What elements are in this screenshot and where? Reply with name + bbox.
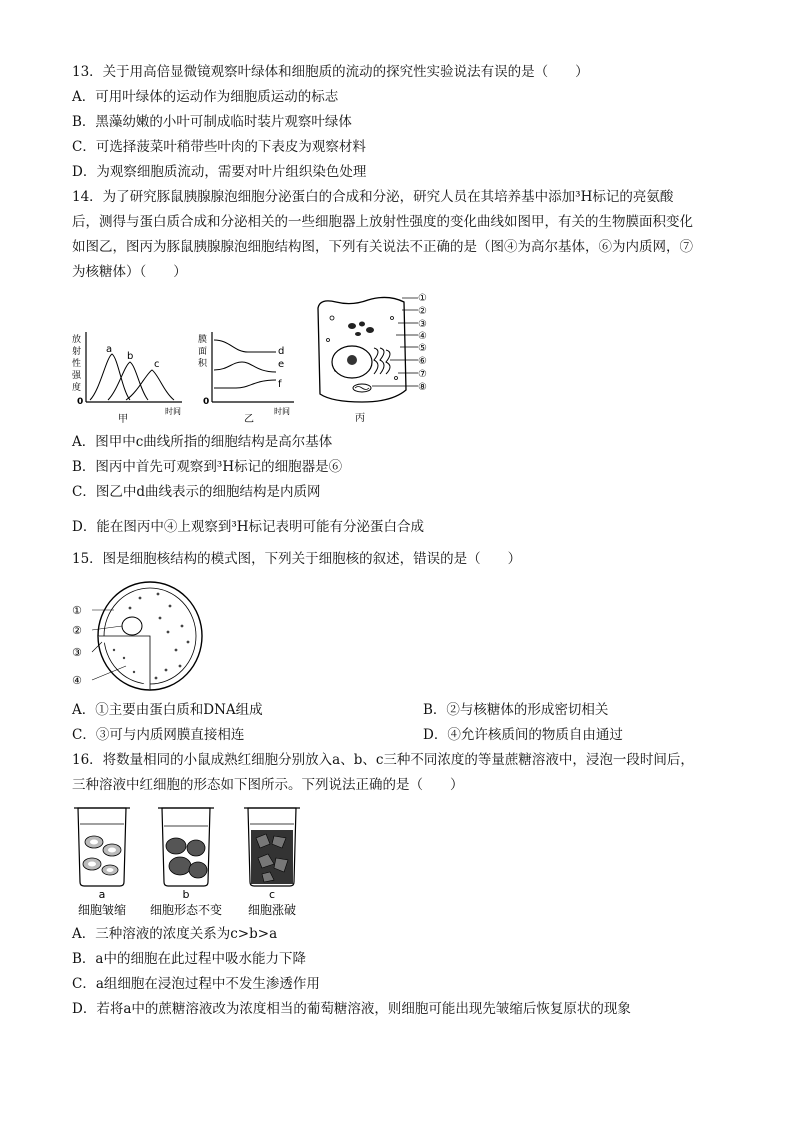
bing-label-8: ⑧ — [418, 382, 427, 393]
q15-option-c: C．③可与内质网膜直接相连 — [72, 727, 245, 743]
svg-text:性: 性 — [72, 359, 82, 369]
q15-option-b: B．②与核糖体的形成密切相关 — [423, 702, 609, 718]
q13-option-a: A．可用叶绿体的运动作为细胞质运动的标志 — [72, 89, 339, 105]
curve-c-label: c — [154, 359, 160, 370]
q14-stem-line-1: 14．为了研究豚鼠胰腺腺泡细胞分泌蛋白的合成和分泌，研究人员在其培养基中添加³H标记的亮氨酸 — [72, 189, 674, 205]
q14-figure-bing — [312, 290, 438, 425]
q16-beakers-figure — [70, 804, 320, 920]
q15-nucleus-figure — [70, 578, 205, 696]
beaker-a — [74, 808, 130, 886]
bing-label-3: ③ — [418, 319, 427, 330]
q14-option-d: D．能在图丙中④上观察到³H标记表明可能有分泌蛋白合成 — [72, 519, 425, 535]
beaker-a-letter: a — [98, 888, 106, 901]
bing-label-1: ① — [418, 293, 427, 304]
curve-b-label: b — [127, 351, 134, 362]
nucleus-label-2: ② — [72, 624, 82, 637]
yi-xlabel: 时间 — [274, 407, 290, 416]
bing-label-5: ⑤ — [418, 343, 427, 354]
jia-caption: 甲 — [118, 414, 128, 425]
yi-caption: 乙 — [244, 414, 254, 425]
q13-option-b: B．黑藻幼嫩的小叶可制成临时装片观察叶绿体 — [72, 114, 352, 130]
svg-text:面: 面 — [198, 347, 208, 357]
curve-e-label: e — [278, 359, 285, 370]
q13-option-d: D．为观察细胞质流动，需要对叶片组织染色处理 — [72, 164, 367, 180]
beaker-a-caption: 细胞皱缩 — [77, 903, 127, 917]
svg-text:膜: 膜 — [198, 335, 208, 345]
bing-label-2: ② — [418, 306, 427, 317]
svg-text:积: 积 — [198, 359, 208, 369]
q14-stem-line-3: 如图乙，图丙为豚鼠胰腺腺泡细胞结构图，下列有关说法不正确的是（图④为高尔基体，⑥为内质网，⑦ — [72, 239, 693, 255]
q14-stem-line-4: 为核糖体）（ ） — [72, 264, 187, 280]
beaker-b-letter: b — [182, 888, 190, 901]
svg-text:度: 度 — [72, 383, 82, 393]
curve-a-label: a — [106, 344, 113, 355]
svg-text:强: 强 — [72, 371, 82, 381]
beaker-c-caption: 细胞涨破 — [247, 903, 297, 917]
bing-label-4: ④ — [418, 331, 427, 342]
q14-option-c: C．图乙中d曲线表示的细胞结构是内质网 — [72, 484, 321, 500]
q16-option-a: A．三种溶液的浓度关系为c>b>a — [72, 926, 278, 942]
q13-option-c: C．可选择菠菜叶稍带些叶肉的下表皮为观察材料 — [72, 139, 366, 155]
curve-f-label: f — [278, 379, 282, 390]
jia-origin: 0 — [77, 397, 84, 407]
q16-option-d: D．若将a中的蔗糖溶液改为浓度相当的葡萄糖溶液，则细胞可能出现先皱缩后恢复原状的现象 — [72, 1001, 631, 1017]
beaker-b — [158, 808, 214, 886]
bing-label-6: ⑥ — [418, 356, 427, 367]
jia-xlabel: 时间 — [165, 407, 181, 416]
q14-figure-yi — [196, 330, 302, 425]
q15-option-d: D．④允许核质间的物质自由通过 — [423, 727, 623, 743]
bing-label-7: ⑦ — [418, 369, 427, 380]
q14-stem-line-2: 后，测得与蛋白质合成和分泌相关的一些细胞器上放射性强度的变化曲线如图甲，有关的生物膜面积变化 — [72, 214, 693, 230]
q14-option-b: B．图丙中首先可观察到³H标记的细胞器是⑥ — [72, 459, 343, 475]
beaker-c-letter: c — [268, 888, 276, 901]
beaker-c — [244, 808, 300, 886]
q14-option-a: A．图甲中c曲线所指的细胞结构是高尔基体 — [72, 434, 333, 450]
q15-stem: 15．图是细胞核结构的模式图，下列关于细胞核的叙述，错误的是（ ） — [72, 551, 522, 567]
curve-d-label: d — [278, 346, 285, 357]
jia-ylabel-1: 放 — [72, 335, 82, 345]
q15-option-a: A．①主要由蛋白质和DNA组成 — [72, 702, 263, 718]
q16-option-c: C．a组细胞在浸泡过程中不发生渗透作用 — [72, 976, 320, 992]
q16-option-b: B．a中的细胞在此过程中吸水能力下降 — [72, 951, 306, 967]
nucleus-label-4: ④ — [72, 674, 82, 687]
q16-stem-line-2: 三种溶液中红细胞的形态如下图所示。下列说法正确的是（ ） — [72, 777, 464, 793]
q14-figure-jia — [70, 330, 186, 425]
nucleus-label-3: ③ — [72, 646, 82, 659]
q13-stem: 13．关于用高倍显微镜观察叶绿体和细胞质的流动的探究性实验说法有误的是（ ） — [72, 64, 589, 80]
beaker-b-caption: 细胞形态不变 — [149, 903, 223, 917]
yi-origin: 0 — [203, 397, 210, 407]
svg-text:射: 射 — [72, 347, 82, 357]
nucleus-label-1: ① — [72, 604, 82, 617]
q16-stem-line-1: 16．将数量相同的小鼠成熟红细胞分别放入a、b、c三种不同浓度的等量蔗糖溶液中，浸泡一段时间后， — [72, 752, 694, 768]
bing-caption: 丙 — [355, 413, 365, 424]
